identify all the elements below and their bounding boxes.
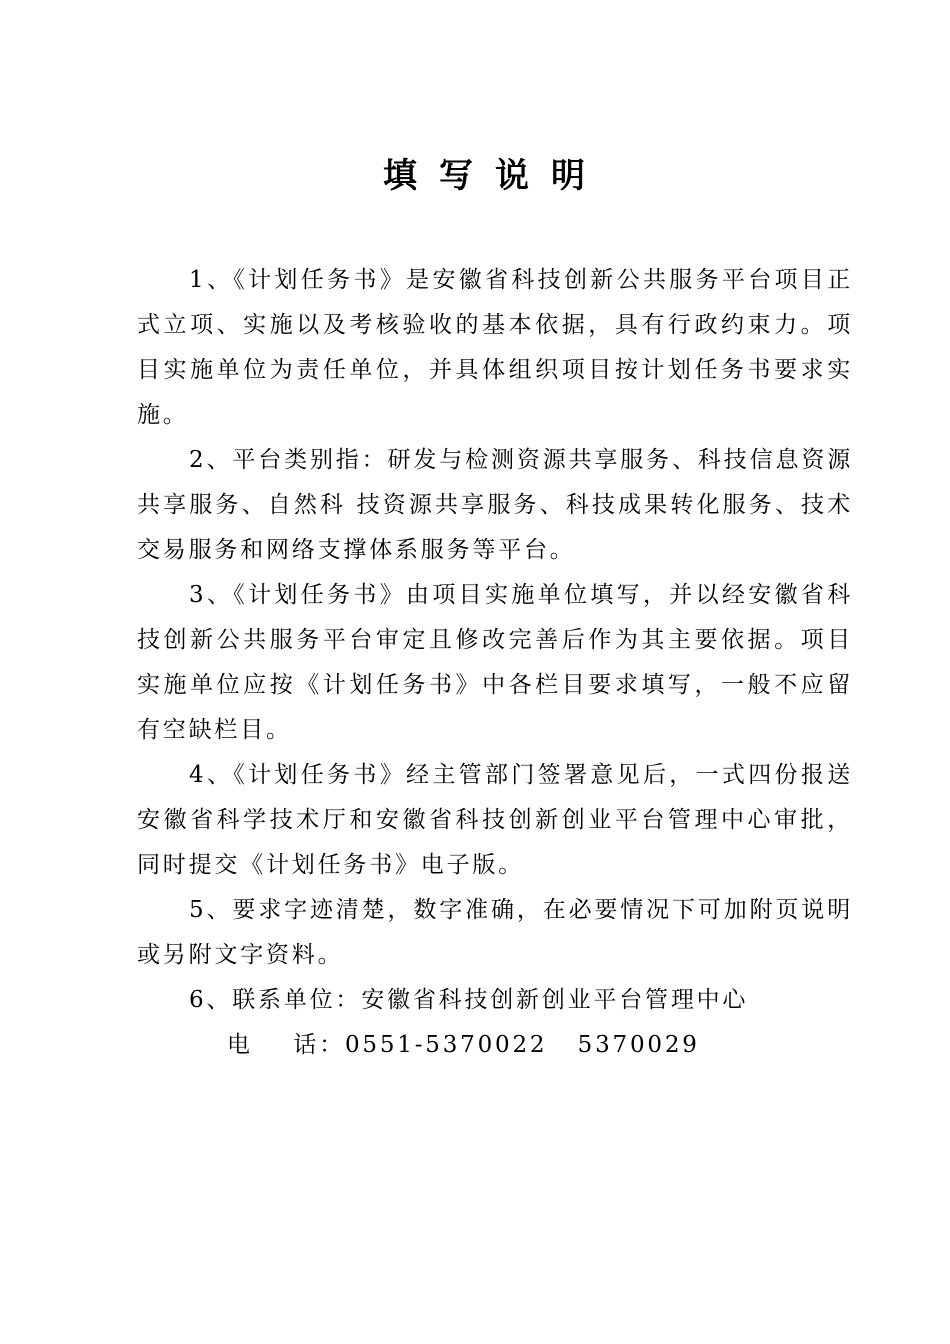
instruction-paragraph-1: 1、《计划任务书》是安徽省科技创新公共服务平台项目正式立项、实施以及考核验收的基本依据，具有行政约束力。项目实施单位为责任单位，并具体组织项目按计划任务书要求实施。 [137, 267, 853, 428]
contact-unit-line: 6、联系单位：安徽省科技创新创业平台管理中心 [189, 987, 749, 1013]
instruction-paragraph-4: 4、《计划任务书》经主管部门签署意见后，一式四份报送安徽省科学技术厅和安徽省科技创新创业平台管理中心审批，同时提交《计划任务书》电子版。 [137, 762, 853, 878]
phone-label-char-2: 话： [293, 1032, 345, 1058]
phone-label [227, 1023, 345, 1068]
phone-numbers: 0551-5370022 5370029 [345, 1032, 700, 1058]
instruction-paragraph-2: 2、平台类别指：研发与检测资源共享服务、科技信息资源共享服务、自然科 技资源共享服务、科技成果转化服务、技术交易服务和网络支撑体系服务等平台。 [137, 447, 853, 563]
instruction-paragraph-5: 5、要求字迹清楚，数字准确，在必要情况下可加附页说明或另附文字资料。 [137, 897, 853, 968]
instruction-paragraph-3: 3、《计划任务书》由项目实施单位填写，并以经安徽省科技创新公共服务平台审定且修改完善后作为其主要依据。项目实施单位应按《计划任务书》中各栏目要求填写，一般不应留有空缺栏目。 [137, 582, 853, 743]
phone-label-char-1: 电 [227, 1032, 253, 1058]
instructions-body [137, 258, 853, 1068]
contact-phone-line [137, 1023, 853, 1068]
page-title: 填写说明 [383, 156, 607, 196]
